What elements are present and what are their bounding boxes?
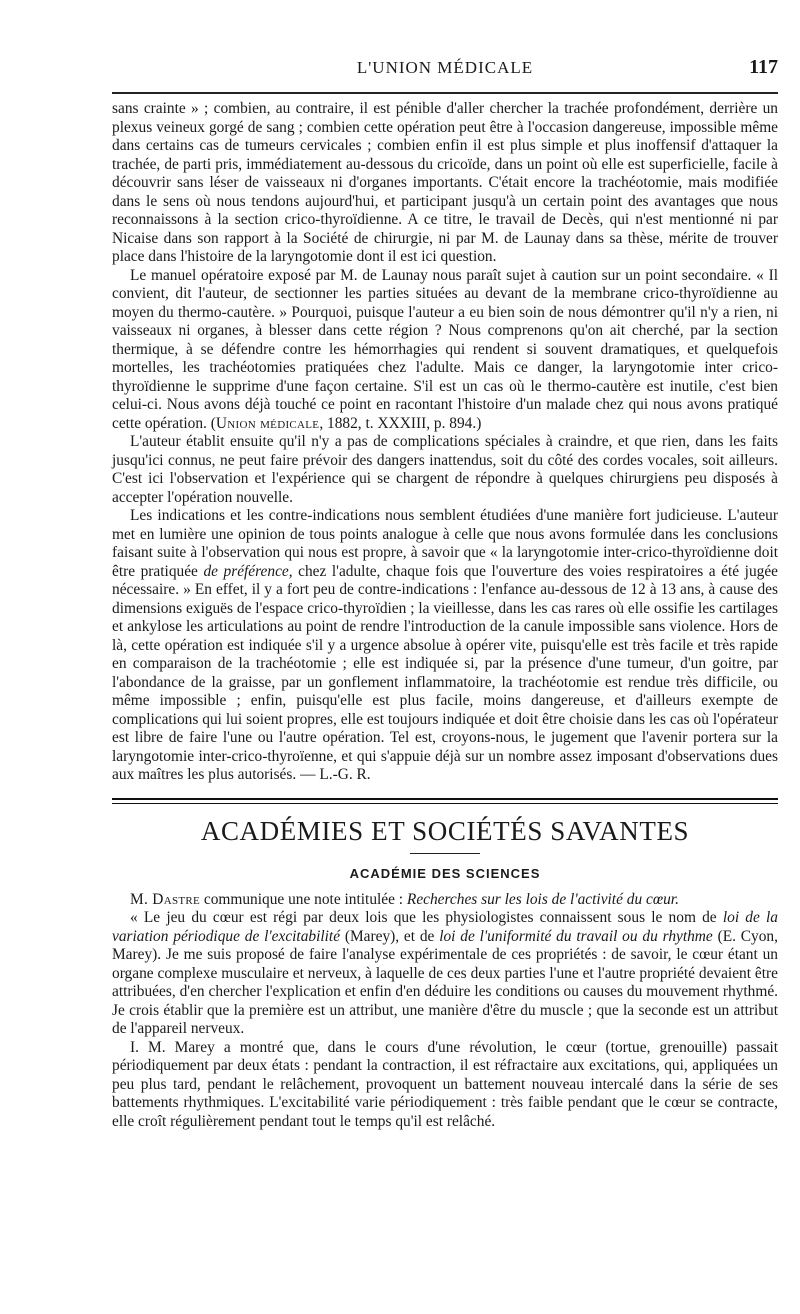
- academy-point-1: I. M. Marey a montré que, dans le cours d'une révolution, le cœur (tortue, grenouille) passait périodiquement par deux états : pendant la contraction, il est réfractaire aux excitations, qui, appliquées un peu plus tard, pendant le relâchement, provoquent un battement nouveau intercalé dans la série de ses battements rhythmiques. L'excitabilité varie périodiquement : très faible pendant que le cœur se contracte, elle croît régulièrement pendant tout le temps qu'il est relâché.: [112, 1038, 778, 1130]
- section-title: ACADÉMIES ET SOCIÉTÉS SAVANTES: [200, 815, 690, 846]
- subsection-title: ACADÉMIE DES SCIENCES: [349, 865, 541, 881]
- quote-part-b: (Marey), et de: [340, 927, 440, 945]
- note-title: Recherches sur les lois de l'activité du cœur.: [406, 890, 679, 908]
- journal-reference: Union médicale: [215, 414, 320, 432]
- running-head: [112, 52, 778, 82]
- intro-verb: communique une note intitulée :: [200, 890, 407, 908]
- article-paragraph-1: sans crainte » ; combien, au contraire, il est pénible d'aller chercher la trachée profondément, derrière un plexus veineux gorgé de sang ; combien cette opération peut être à l'occasion dangereuse, impossible même dans certains cas de tumeurs cervicales ; combien enfin il est plus simple et plus inoffensif d'attaquer la trachée, de parti pris, immédiatement au-dessous du cricoïde, dans un point où elle est superficielle, facile à découvrir sans léser de vaisseaux ni d'organes importants. C'était encore la trachéotomie, mais modifiée dans le sens où nous tendons aujourd'hui, et participant jusqu'à un certain point des avantages que nous reconnaissons à la section crico-thyroïdienne. A ce titre, le travail de Decès, qui n'est mentionné ni par Nicaise dans son rapport à la Société de chirurgie, ni par M. de Launay dans sa thèse, mérite de trouver place dans l'histoire de la laryngotomie dont il est ici question.: [112, 100, 778, 265]
- paragraph-2-text: Le manuel opératoire exposé par M. de Launay nous paraît sujet à caution sur un point secondaire. « Il convient, dit l'auteur, de sectionner les parties situées au devant de la membrane crico-thyroïdienne au moyen du thermo-cautère. » Pourquoi, puisque l'auteur a eu bien soin de nous démontrer qu'il n'y a rien, ni vaisseaux ni organes, à blesser dans cette région ? Nous comprenons qu'on ait cherché, par la section thermique, à se défendre contre les hémorrhagies qui rendent si souvent dramatiques, et quelquefois mortelles, les trachéotomies pratiquées chez l'adulte. Mais ce danger, la laryngotomie inter crico-thyroïdienne le supprime d'une façon certaine. S'il est un cas où le thermo-cautère est inutile, c'est bien celui-ci. Nous avons déjà touché ce point en racontant l'histoire d'un malade chez qui nous avons pratiqué cette opération. (: [112, 266, 778, 432]
- article-paragraph-4: [112, 507, 778, 785]
- header-rule: [112, 92, 778, 94]
- paragraph-4-text: Les indications et les contre-indications nous semblent étudiées d'une manière fort judicieuse. L'auteur met en lumière une opinion de tous points analogue à celle que nous avons formulée dans les conclusions faisant suite à l'observation qui nous est propre, à savoir que « la laryngotomie inter-crico-thyroïdienne doit être pratiquée: [112, 507, 778, 580]
- article-body: [112, 100, 778, 785]
- article-paragraph-2: [112, 267, 778, 434]
- academy-intro: [112, 891, 778, 910]
- academy-body: [112, 891, 778, 1132]
- law-excitability: loi de la variation périodique de l'excitabilité: [112, 909, 778, 945]
- article-paragraph-3: L'auteur établit ensuite qu'il n'y a pas de complications spéciales à craindre, et que rien, dans les faits jusqu'ici connus, ne peut faire prévoir des dangers inattendus, soit du côté des cordes vocales, soit ailleurs. C'est ici l'observation et l'expérience qui se chargent de répondre à quelques chirurgiens peu disposés à accepter l'opération nouvelle.: [112, 433, 778, 506]
- short-rule: [410, 853, 480, 854]
- quote-part-c: (E. Cyon, Marey). Je me suis proposé de faire l'analyse expérimentale de ces propriétés : de savoir, le cœur étant un organe complexe musculaire et nerveux, à laquelle de ces deux parties l'une et l'autre propriété devaient être attribuées, d'en chercher l'explication et enfin d'en déduire les conditions ou causes du mouvement rhythmé. Je crois établir que la première est un attribut, une manière d'être du muscle ; que la seconde est un attribut de l'appareil nerveux.: [112, 927, 778, 1037]
- section-divider: [112, 798, 778, 804]
- paragraph-4-continued: , chez l'adulte, chaque fois que l'ouverture des voies respiratoires a été jugée nécessaire. » En effet, il y a fort peu de contre-indications : l'enfance au-dessous de 12 à 13 ans, à cause des dimensions exiguës de l'espace crico-thyroïdien ; la vieillesse, dans les cas rares où elle ossifie les cartilages et ankylose les articulations au point de rendre l'introduction de la canule impossible sans violence. Hors de là, cette opération est indiquée s'il y a urgence absolue à opérer vite, puisqu'elle est très facile et très rapide en comparaison de la trachéotomie ; elle est indiquée si, par la présence d'une tumeur, d'un goitre, par l'abondance de la graisse, par un gonflement inflammatoire, la trachéotomie est rendue très difficile, ou même impossible ; enfin, puisqu'elle est plus facile, moins dangereuse, et d'ailleurs exempte de complications qui lui soient propres, elle est toujours indiquée et doit être choisie dans les cas où l'opérateur est libre de faire l'une ou l'autre opération. Tel est, croyons-nous, le jugement que l'avenir portera sur la laryngotomie inter-crico-thyroïenne, et qui s'appuie déjà sur un nombre assez imposant d'observations dues aux maîtres les plus autorisés.: [112, 562, 778, 783]
- author-signature: — L.-G. R.: [300, 766, 371, 783]
- law-rhythm: loi de l'uniformité du travail ou du rhythme: [439, 927, 713, 945]
- page-number: 117: [749, 56, 778, 78]
- presenter-name: M. Dastre: [130, 890, 201, 908]
- running-title: L'UNION MÉDICALE: [356, 58, 534, 77]
- emphasis-preference: de préférence: [203, 562, 289, 580]
- academy-quote: [112, 909, 778, 1039]
- reference-details: , 1882, t. XXXIII, p. 894.): [319, 414, 482, 432]
- quote-part-a: « Le jeu du cœur est régi par deux lois que les physiologistes connaissent sous le nom de: [130, 909, 723, 926]
